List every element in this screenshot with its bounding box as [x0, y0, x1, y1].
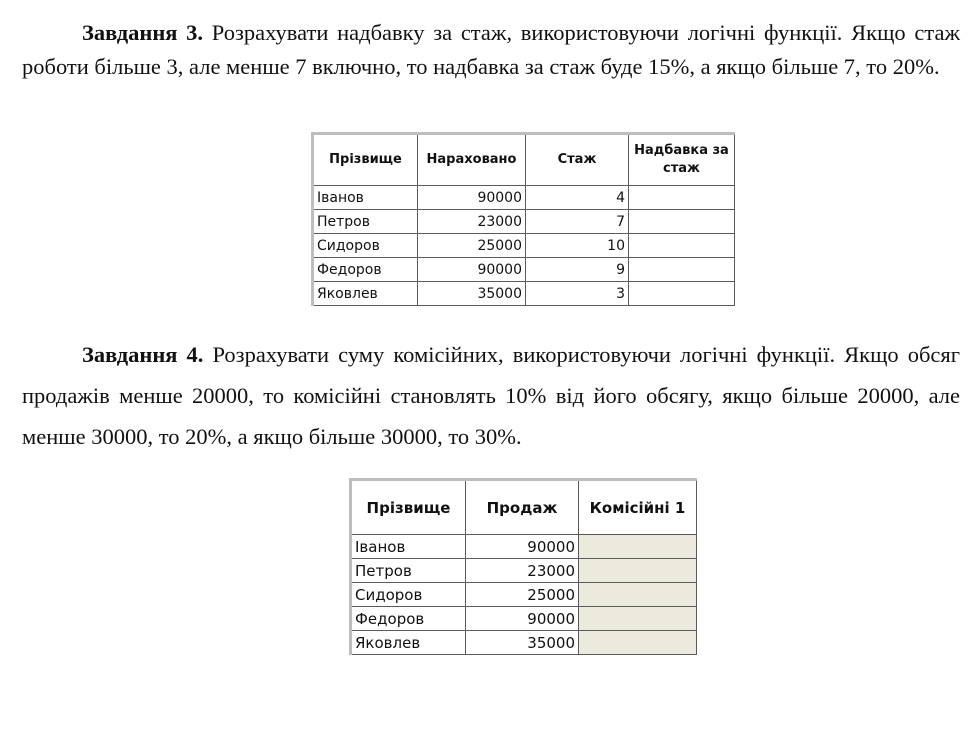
task4-header-row: [351, 480, 697, 535]
task3-header-surname: Прізвище: [313, 134, 418, 186]
surname-cell: Сидоров: [351, 583, 466, 607]
experience-cell: 4: [526, 186, 629, 210]
task4-table: [349, 478, 697, 655]
sales-cell: 23000: [466, 559, 579, 583]
task4-paragraph: [22, 334, 960, 457]
task4-header-surname: Прізвище: [351, 480, 466, 535]
task4-label: Завдання 4.: [82, 342, 204, 367]
experience-cell: 7: [526, 210, 629, 234]
accrued-cell: 35000: [418, 282, 526, 306]
table-row: [351, 631, 697, 655]
sales-cell: 90000: [466, 535, 579, 559]
surname-cell: Федоров: [351, 607, 466, 631]
task4-text: Розрахувати суму комісійних, використовуючи логічні функції. Якщо обсяг продажів менше 20000, то комісійні становлять 10% від його обсягу, якщо більше 20000, але менше 30000, то 20%, а якщо більше 30000, то 30%.: [22, 342, 960, 449]
task3-paragraph: [22, 16, 960, 84]
bonus-cell: [629, 258, 735, 282]
commission-cell: [579, 583, 697, 607]
task3-header-bonus: Надбавка за стаж: [629, 134, 735, 186]
commission-cell: [579, 631, 697, 655]
accrued-cell: 90000: [418, 258, 526, 282]
table-row: [313, 282, 735, 306]
task3-header-accrued: Нараховано: [418, 134, 526, 186]
task3-label: Завдання 3.: [82, 20, 204, 45]
table-row: [351, 559, 697, 583]
commission-cell: [579, 535, 697, 559]
table-row: [313, 186, 735, 210]
table-row: [313, 210, 735, 234]
table-row: [351, 535, 697, 559]
task3-text: Розрахувати надбавку за стаж, використовуючи логічні функції. Якщо стаж роботи більше 3, але менше 7 включно, то надбавка за стаж буде 15%, а якщо більше 7, то 20%.: [22, 20, 960, 79]
experience-cell: 9: [526, 258, 629, 282]
surname-cell: Петров: [351, 559, 466, 583]
surname-cell: Іванов: [313, 186, 418, 210]
bonus-cell: [629, 186, 735, 210]
sales-cell: 25000: [466, 583, 579, 607]
accrued-cell: 90000: [418, 186, 526, 210]
accrued-cell: 23000: [418, 210, 526, 234]
task3-header-row: [313, 134, 735, 186]
table-row: [351, 583, 697, 607]
task3-table: [311, 132, 735, 306]
commission-cell: [579, 607, 697, 631]
bonus-cell: [629, 234, 735, 258]
accrued-cell: 25000: [418, 234, 526, 258]
surname-cell: Яковлев: [313, 282, 418, 306]
bonus-cell: [629, 210, 735, 234]
table-row: [351, 607, 697, 631]
surname-cell: Сидоров: [313, 234, 418, 258]
bonus-cell: [629, 282, 735, 306]
sales-cell: 90000: [466, 607, 579, 631]
table-row: [313, 258, 735, 282]
surname-cell: Іванов: [351, 535, 466, 559]
table-row: [313, 234, 735, 258]
surname-cell: Федоров: [313, 258, 418, 282]
experience-cell: 3: [526, 282, 629, 306]
commission-cell: [579, 559, 697, 583]
surname-cell: Яковлев: [351, 631, 466, 655]
experience-cell: 10: [526, 234, 629, 258]
surname-cell: Петров: [313, 210, 418, 234]
sales-cell: 35000: [466, 631, 579, 655]
task4-header-commission: Комісійні 1: [579, 480, 697, 535]
task4-header-sales: Продаж: [466, 480, 579, 535]
task3-header-experience: Стаж: [526, 134, 629, 186]
